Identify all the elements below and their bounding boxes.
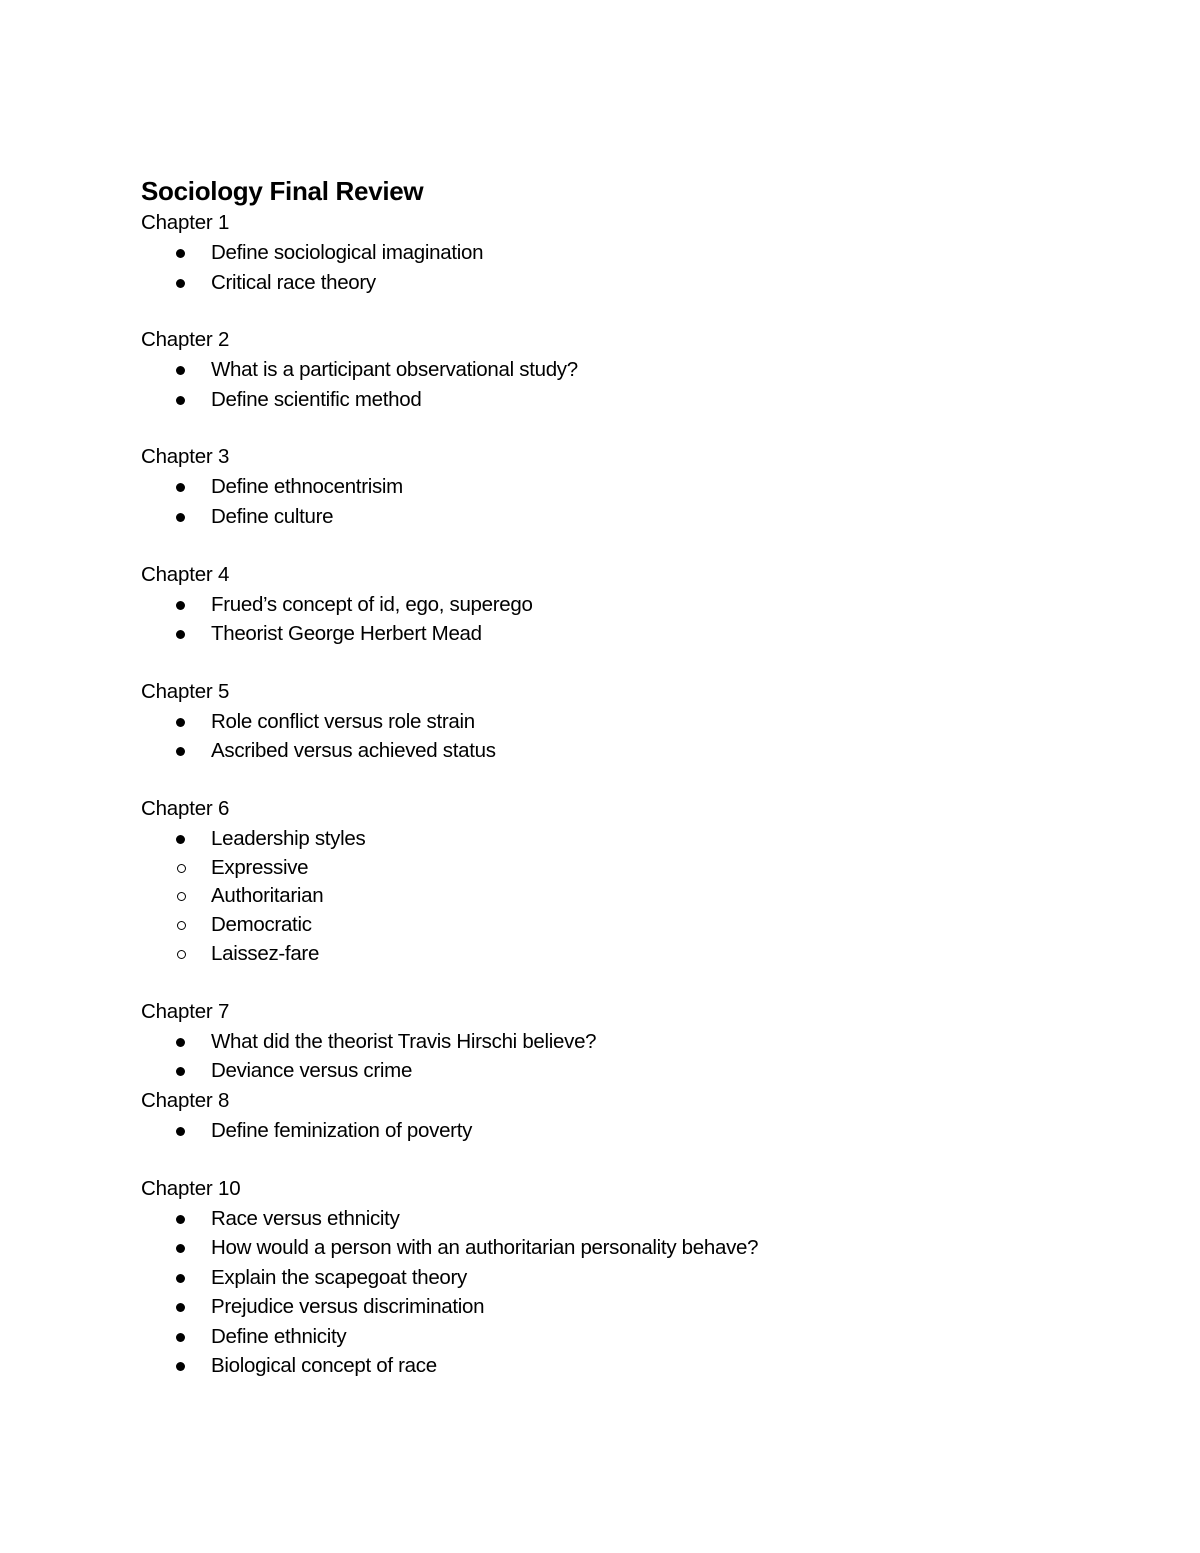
bullet-icon [176, 1244, 185, 1253]
list-item [141, 1204, 1081, 1234]
sub-list-item [141, 854, 1081, 883]
bullet-icon [176, 747, 185, 756]
bullet-icon [176, 396, 185, 405]
list-item-text: Explain the scapegoat theory [211, 1265, 467, 1289]
list-item [141, 619, 1081, 649]
chapter-heading: Chapter 6 [141, 796, 230, 820]
chapter-section [141, 1086, 1081, 1174]
section-spacer [141, 414, 1081, 442]
bullet-icon [176, 279, 185, 288]
chapter-heading: Chapter 1 [141, 211, 230, 234]
sub-list-item-text: Expressive [211, 855, 309, 879]
bullet-list [141, 824, 1081, 969]
bullet-icon [176, 1127, 185, 1136]
list-item [141, 238, 1081, 268]
list-item [141, 707, 1081, 737]
bullet-list [141, 1027, 1081, 1086]
bullet-icon [176, 1067, 185, 1076]
list-item-text: What is a participant observational study? [211, 358, 578, 382]
section-spacer [141, 297, 1081, 325]
bullet-list [141, 355, 1081, 414]
sub-list-item [141, 940, 1081, 969]
hollow-bullet-icon [177, 892, 186, 901]
list-item [141, 472, 1081, 502]
list-item [141, 1056, 1081, 1086]
chapter-section [141, 677, 1081, 794]
chapter-heading: Chapter 5 [141, 679, 230, 703]
document-title: Sociology Final Review [141, 176, 424, 206]
chapter-heading: Chapter 3 [141, 445, 230, 469]
hollow-bullet-icon [177, 950, 186, 959]
chapter-heading: Chapter 10 [141, 1176, 241, 1200]
section-spacer [141, 969, 1081, 997]
bullet-list [141, 1116, 1081, 1146]
sub-list-item-text: Authoritarian [211, 884, 324, 908]
sub-list-item [141, 882, 1081, 911]
chapter-section [141, 560, 1081, 677]
bullet-icon [176, 483, 185, 492]
sub-list-item-text: Laissez-fare [211, 941, 320, 965]
bullet-icon [176, 1303, 185, 1312]
bullet-icon [176, 1215, 185, 1224]
chapter-section [141, 794, 1081, 997]
bullet-icon [176, 249, 185, 258]
list-item [141, 1322, 1081, 1352]
list-item [141, 355, 1081, 385]
list-item-text: How would a person with an authoritarian personality behave? [211, 1236, 759, 1260]
bullet-icon [176, 366, 185, 375]
bullet-icon [176, 630, 185, 639]
section-spacer [141, 649, 1081, 677]
list-item-text: Deviance versus crime [211, 1059, 413, 1083]
chapter-heading: Chapter 8 [141, 1088, 230, 1112]
list-item-text: Role conflict versus role strain [211, 709, 475, 733]
bullet-list [141, 238, 1081, 297]
list-item-text: Ascribed versus achieved status [211, 739, 496, 763]
chapters-list [141, 208, 1081, 1381]
sub-bullet-list [141, 854, 1081, 969]
list-item-text: Define culture [211, 504, 334, 528]
list-item-text: Define sociological imagination [211, 241, 484, 264]
list-item-text: Prejudice versus discrimination [211, 1295, 485, 1319]
bullet-list [141, 590, 1081, 649]
list-item [141, 736, 1081, 766]
bullet-icon [176, 1274, 185, 1283]
chapter-heading: Chapter 4 [141, 562, 230, 586]
chapter-section [141, 997, 1081, 1086]
list-item-text: Race versus ethnicity [211, 1206, 400, 1230]
bullet-icon [176, 835, 185, 844]
section-spacer [141, 766, 1081, 794]
bullet-icon [176, 601, 185, 610]
list-item [141, 1027, 1081, 1057]
list-item-text: What did the theorist Travis Hirschi believe? [211, 1029, 597, 1053]
section-spacer [141, 1146, 1081, 1174]
list-item-text: Define ethnocentrisim [211, 475, 403, 499]
list-item [141, 824, 1081, 969]
bullet-list [141, 707, 1081, 766]
bullet-list [141, 1204, 1081, 1382]
list-item-text: Define feminization of poverty [211, 1118, 473, 1142]
list-item-text: Theorist George Herbert Mead [211, 622, 482, 646]
list-item-text: Define scientific method [211, 387, 422, 411]
bullet-icon [176, 1333, 185, 1342]
bullet-icon [176, 513, 185, 522]
list-item [141, 1292, 1081, 1322]
list-item-text: Biological concept of race [211, 1354, 437, 1378]
chapter-section [141, 325, 1081, 442]
list-item-text: Frued’s concept of id, ego, superego [211, 592, 533, 616]
sub-list-item-text: Democratic [211, 913, 312, 937]
document-content [141, 174, 1081, 1381]
bullet-icon [176, 718, 185, 727]
list-item [141, 502, 1081, 532]
list-item [141, 1351, 1081, 1381]
chapter-section [141, 1174, 1081, 1382]
list-item-text: Critical race theory [211, 270, 376, 294]
bullet-icon [176, 1038, 185, 1047]
bullet-icon [176, 1362, 185, 1371]
chapter-section [141, 442, 1081, 559]
hollow-bullet-icon [177, 864, 186, 873]
chapter-section [141, 208, 1081, 325]
sub-list-item [141, 911, 1081, 940]
chapter-heading: Chapter 2 [141, 328, 230, 352]
list-item [141, 1263, 1081, 1293]
list-item [141, 1233, 1081, 1263]
list-item [141, 385, 1081, 415]
list-item [141, 590, 1081, 620]
list-item-text: Leadership styles [211, 826, 366, 850]
list-item-text: Define ethnicity [211, 1324, 347, 1348]
hollow-bullet-icon [177, 921, 186, 930]
list-item [141, 268, 1081, 298]
section-spacer [141, 532, 1081, 560]
chapter-heading: Chapter 7 [141, 999, 230, 1023]
list-item [141, 1116, 1081, 1146]
bullet-list [141, 472, 1081, 531]
